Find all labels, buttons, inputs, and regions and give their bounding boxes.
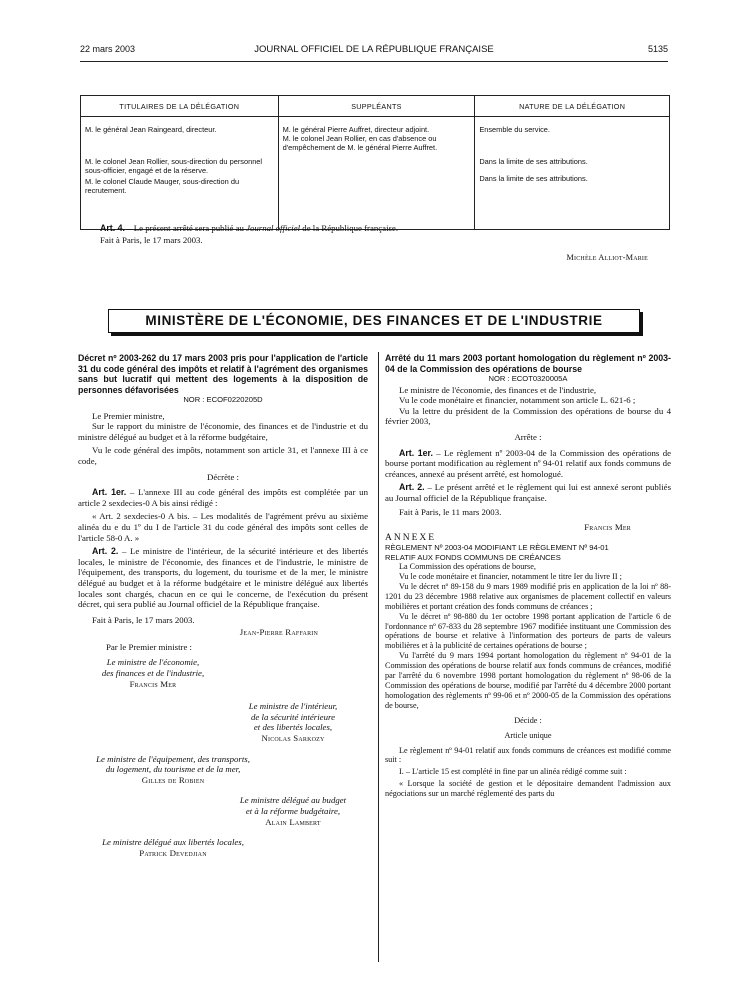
decret-p2: Sur le rapport du ministre de l'économie, des finances et de l'industrie et du ministre délégué au budget et à la réforme budgétaire, (78, 421, 368, 442)
art4-label: Art. 4. (100, 223, 125, 233)
nature-cell (475, 117, 670, 230)
decret-column (78, 353, 368, 858)
min-eq-name: Gilles de Robien (141, 774, 205, 785)
table-header-row (81, 96, 670, 117)
signature-raffarin: Jean-Pierre Raffarin (239, 627, 318, 638)
signature-block-int (218, 701, 368, 743)
signature-alliot-marie: Michèle Alliot-Marie (566, 253, 648, 262)
arrete-art1-label: Art. 1er. (399, 447, 433, 458)
min-int-line2: de la sécurité intérieure (251, 711, 335, 722)
reg-r3: Vu le décret nº 89-158 du 9 mars 1989 modifié pris en application de la loi nº 88-1201 du 23 décembre 1988 relative aux organismes de placement collectif en valeurs mobilières et portant création des fonds communs de créances ; (385, 581, 671, 611)
nature-1: Ensemble du service. (479, 125, 550, 134)
decret-art1-quote: « Art. 2 sexdecies-0 A bis. – Les modalités de l'agrément prévu au sixième alinéa du e du 1º du I de l'article 31 du code général des impôts sont celles de l'article 58-0 A. » (78, 511, 368, 543)
reg-r2: Vu le code monétaire et financier, notamment le titre Ier du livre II ; (399, 572, 622, 582)
header-rule (80, 61, 668, 62)
min-bud-name: Alain Lambert (265, 816, 321, 827)
reg-u2: I. – L'article 15 est complété in fine par un alinéa rédigé comme suit : (399, 767, 627, 777)
column-header-titulaires: TITULAIRES DE LA DÉLÉGATION (81, 96, 279, 117)
suppleants-cell (278, 117, 475, 230)
art4-journal: Journal officiel (246, 223, 301, 233)
suppleant-2: M. le colonel Jean Rollier, en cas d'absence ou d'empêchement de M. le général Pierre Auffret. (282, 134, 438, 152)
nature-2: Dans la limite de ses attributions. (479, 157, 588, 166)
suppleant-1: M. le général Pierre Auffret, directeur adjoint. (282, 125, 430, 134)
titulaire-2: M. le colonel Jean Rollier, sous-direction du personnel sous-officier, engagé et de la réserve. (85, 157, 263, 175)
column-divider (378, 352, 379, 962)
decret-title: Décret nº 2003-262 du 17 mars 2003 pris pour l'application de l'article 31 du code général des impôts et relatif à l'agrément des organismes sans but lucratif qui mettent des logements à la disposition de personnes défavorisées (78, 353, 368, 395)
annexe-heading: ANNEXE (385, 532, 437, 543)
decret-par-pm: Par le Premier ministre : (106, 641, 192, 652)
signature-block-budget (218, 795, 368, 827)
min-lib-line1: Le ministre délégué aux libertés locales, (102, 837, 244, 848)
arrete-art2-label: Art. 2. (399, 482, 425, 493)
header-journal-title: JOURNAL OFFICIEL DE LA RÉPUBLIQUE FRANÇAISE (254, 44, 494, 55)
signature-block-equip (78, 754, 268, 786)
min-bud-line1: Le ministre délégué au budget (239, 795, 347, 806)
decret-p3: Vu le code général des impôts, notamment son article 31, et l'annexe III à ce code, (78, 445, 368, 466)
reglement-title-line1: RÈGLEMENT Nº 2003-04 MODIFIANT LE RÈGLEMENT Nº 94-01 (385, 543, 609, 553)
ministry-banner: MINISTÈRE DE L'ÉCONOMIE, DES FINANCES ET DE L'INDUSTRIE (108, 309, 640, 333)
reg-r1: La Commission des opérations de bourse, (399, 562, 536, 572)
arrete-art2-text: – Le présent arrêté et le règlement qui lui est annexé seront publiés au Journal officiel de la République française. (385, 482, 671, 503)
table-body-row (81, 117, 670, 230)
reg-decide: Décide : (514, 715, 542, 725)
min-int-line3: et des libertés locales, (253, 722, 333, 733)
header-page-number: 5135 (647, 44, 668, 54)
arrete-column (385, 353, 671, 799)
arrete-p3: Vu la lettre du président de la Commission des opérations de bourse du 4 février 2003, (385, 405, 671, 427)
reglement-title-line2: RELATIF AUX FONDS COMMUNS DE CRÉANCES (385, 552, 561, 562)
decret-decrete: Décrète : (207, 471, 239, 482)
arrete-art1-text: – Le règlement nº 2003-04 de la Commission des opérations de bourse portant modification au règlement nº 94-01 relatif aux fonds communs de créances, annexé au présent arrêté, est homologué. (385, 447, 672, 479)
arrete-label: Arrête : (514, 431, 542, 442)
signature-mer: Francis Mer (584, 522, 631, 533)
header-date: 22 mars 2003 (80, 44, 136, 54)
decret-nor: NOR : ECOF0220205D (183, 395, 263, 404)
decret-p1: Le Premier ministre, (92, 410, 165, 421)
art4-text-a: – Le présent arrêté sera publié au (124, 223, 247, 233)
reglement-title (385, 543, 671, 562)
signature-block-eco (78, 657, 228, 689)
arrete-p2: Vu le code monétaire et financier, notamment son article L. 621-6 ; (399, 395, 636, 406)
titulaire-3: M. le colonel Claude Mauger, sous-direction du recrutement. (85, 177, 240, 195)
arrete-title: Arrêté du 11 mars 2003 portant homologation du règlement nº 2003-04 de la Commission des opérations de bourse (385, 353, 671, 374)
nature-3: Dans la limite de ses attributions. (479, 174, 588, 183)
arrete-fait: Fait à Paris, le 11 mars 2003. (399, 506, 502, 517)
article-4-block (86, 222, 646, 246)
titulaires-cell (81, 117, 279, 230)
column-header-suppleants: SUPPLÉANTS (278, 96, 475, 117)
arrete-nor: NOR : ECOT0320005A (488, 374, 568, 383)
delegation-table (80, 95, 670, 230)
min-lib-name: Patrick Devedjian (139, 847, 207, 858)
reg-r5: Vu l'arrêté du 9 mars 1994 portant homologation du règlement nº 94-01 de la Commission des opérations de bourse relatif aux fonds communs de créances, modifié par l'arrêté du 6 novembre 1998 portant homologation du règlement nº 98-06 de la Commission des opérations de bourse, modifié par l'arrêté du 4 décembre 2000 portant homologation des règlements nº 99-06 et nº 2000-05 de la Commission des opérations de bourse, (385, 651, 671, 710)
min-bud-line2: et à la réforme budgétaire, (245, 806, 341, 816)
reg-article-unique: Article unique (504, 730, 552, 740)
min-eco-line1: Le ministre de l'économie, (106, 657, 200, 668)
decret-art1-label: Art. 1er. (92, 487, 127, 498)
decret-art2-label: Art. 2. (92, 546, 119, 557)
reg-u1: Le règlement nº 94-01 relatif aux fonds communs de créances est modifié comme suit : (385, 745, 671, 765)
reg-u3: « Lorsque la société de gestion et le dépositaire demandent l'admission aux négociations sur un marché réglementé des parts du (385, 779, 671, 799)
min-int-name: Nicolas Sarkozy (261, 733, 325, 744)
min-eq-line2: du logement, du tourisme et de la mer, (105, 764, 241, 775)
min-eco-name: Francis Mer (129, 678, 177, 689)
decret-art1-text: – L'annexe III au code général des impôts est complétée par un article 2 sexdecies-0 A bis ainsi rédigé : (78, 487, 368, 508)
reg-r4: Vu le décret nº 98-880 du 1er octobre 1998 portant application de l'article 6 de l'ordonnance nº 67-833 du 28 septembre 1967 modifiée instituant une Commission des opérations de bourse et relative à l'information des porteurs de parts de valeurs mobilières et à la publicité de certaines opérations de bourse ; (385, 611, 671, 651)
arrete-p1: Le ministre de l'économie, des finances et de l'industrie, (399, 384, 597, 395)
art4-fait: Fait à Paris, le 17 mars 2003. (100, 235, 203, 245)
decret-art2-text: – Le ministre de l'intérieur, de la sécurité intérieure et des libertés locales, le ministre de l'économie, des finances et de l'industrie, le ministre de l'équipement, des transports, du logement, du tourisme et de la mer, le ministre délégué au budget et à la réforme budgétaire et le ministre délégué aux libertés locales sont chargés, chacun en ce qui le concerne, de l'exécution du présent décret, qui sera publié au Journal officiel de la République française. (78, 546, 368, 610)
titulaire-1: M. le général Jean Raingeard, directeur. (85, 125, 217, 134)
min-int-line1: Le ministre de l'intérieur, (248, 701, 338, 712)
decret-fait: Fait à Paris, le 17 mars 2003. (92, 614, 195, 625)
signature-block-libertes (78, 837, 268, 858)
min-eco-line2: des finances et de l'industrie, (101, 668, 205, 679)
art4-text-b: de la République française. (300, 223, 399, 233)
page-header (80, 44, 668, 58)
min-eq-line1: Le ministre de l'équipement, des transports, (96, 753, 250, 764)
column-header-nature: NATURE DE LA DÉLÉGATION (475, 96, 670, 117)
